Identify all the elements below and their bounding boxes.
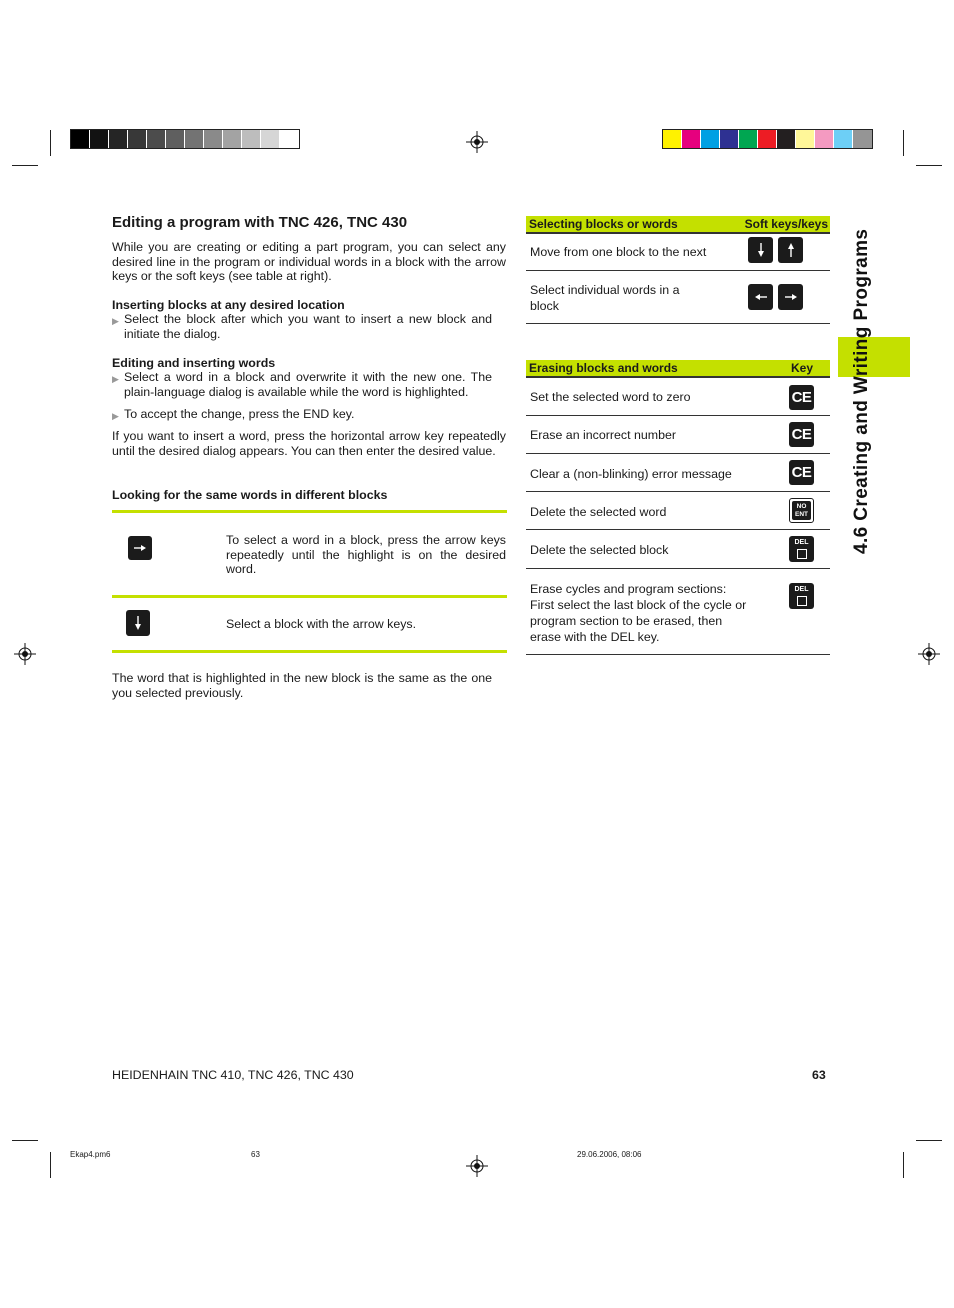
color-swatch bbox=[853, 130, 872, 148]
color-swatch bbox=[701, 130, 720, 148]
color-swatch bbox=[109, 130, 128, 148]
ce-key-icon: CE bbox=[789, 422, 814, 447]
erase-row-text: Erase cycles and program sections: First select the last block of the cycle or program section to be erased, then erase with the DEL key. bbox=[530, 582, 747, 644]
right-arrow-key-icon bbox=[778, 284, 803, 310]
page-number: 63 bbox=[812, 1068, 826, 1082]
color-swatch bbox=[242, 130, 261, 148]
up-arrow-key-icon bbox=[778, 237, 803, 263]
rule bbox=[526, 654, 830, 655]
erase-table-header: Erasing blocks and words Key bbox=[526, 360, 830, 376]
color-swatch bbox=[128, 130, 147, 148]
edit-bullet: ▶ To accept the change, press the END key. bbox=[112, 407, 492, 422]
insert-bullet: ▶ Select the block after which you want to insert a new block and initiate the dialog. bbox=[112, 312, 492, 341]
edit-heading: Editing and inserting words bbox=[112, 356, 276, 370]
del-key-icon: DEL bbox=[789, 583, 814, 609]
color-swatch bbox=[71, 130, 90, 148]
ce-key-icon: CE bbox=[789, 460, 814, 485]
rule bbox=[526, 453, 830, 454]
rule bbox=[526, 568, 830, 569]
intro-paragraph: While you are creating or editing a part program, you can select any desired line in the program or individual words in a block with the arrow keys or the soft keys (see table at right). bbox=[112, 240, 506, 284]
edit-bullet: ▶ Select a word in a block and overwrite it with the new one. The plain-language dialog is available while the word is highlighted. bbox=[112, 370, 492, 399]
process-color-bar bbox=[662, 129, 873, 149]
looking-row-text: To select a word in a block, press the arrow keys repeatedly until the highlight is on the desired word. bbox=[226, 533, 506, 577]
select-table-header: Selecting blocks or words Soft keys/keys bbox=[526, 216, 830, 232]
erase-row-text: Clear a (non-blinking) error message bbox=[530, 467, 732, 481]
rule bbox=[526, 491, 830, 492]
rule bbox=[526, 529, 830, 530]
bullet-triangle-icon: ▶ bbox=[112, 316, 119, 326]
color-swatch bbox=[147, 130, 166, 148]
slug-date: 29.06.2006, 08:06 bbox=[577, 1150, 642, 1159]
rule bbox=[526, 270, 830, 271]
erase-row-text: Delete the selected block bbox=[530, 543, 669, 557]
color-swatch bbox=[834, 130, 853, 148]
erase-row-text: Set the selected word to zero bbox=[530, 390, 691, 404]
color-swatch bbox=[223, 130, 242, 148]
color-swatch bbox=[204, 130, 223, 148]
right-arrow-key-icon bbox=[128, 536, 152, 560]
insert-word-paragraph: If you want to insert a word, press the horizontal arrow key repeatedly until the desired dialog appears. You can then enter the desired value. bbox=[112, 429, 506, 458]
color-swatch bbox=[166, 130, 185, 148]
erase-row-text: Delete the selected word bbox=[530, 505, 667, 519]
bullet-triangle-icon: ▶ bbox=[112, 411, 119, 421]
manual-title: HEIDENHAIN TNC 410, TNC 426, TNC 430 bbox=[112, 1068, 354, 1082]
rule bbox=[526, 415, 830, 416]
no-ent-key-icon: NO ENT bbox=[789, 498, 814, 523]
crop-mark bbox=[916, 1140, 942, 1141]
ce-key-icon: CE bbox=[789, 385, 814, 410]
rule bbox=[526, 323, 830, 324]
color-swatch bbox=[720, 130, 739, 148]
rule bbox=[526, 232, 830, 234]
down-arrow-key-icon bbox=[748, 237, 773, 263]
color-swatch bbox=[90, 130, 109, 148]
bullet-triangle-icon: ▶ bbox=[112, 374, 119, 384]
slug-file: Ekap4.pm6 bbox=[70, 1150, 111, 1159]
looking-row-text: Select a block with the arrow keys. bbox=[226, 617, 417, 631]
color-swatch bbox=[739, 130, 758, 148]
divider bbox=[112, 595, 507, 598]
registration-mark-icon bbox=[14, 643, 36, 665]
crop-mark bbox=[903, 130, 904, 156]
down-arrow-key-icon bbox=[126, 610, 150, 636]
color-swatch bbox=[261, 130, 280, 148]
erase-row-text: Erase an incorrect number bbox=[530, 428, 677, 442]
color-swatch bbox=[280, 130, 299, 148]
crop-mark bbox=[916, 165, 942, 166]
looking-heading: Looking for the same words in different blocks bbox=[112, 488, 388, 502]
divider bbox=[112, 510, 507, 513]
grayscale-bar bbox=[70, 129, 300, 149]
crop-mark bbox=[50, 1152, 51, 1178]
rule bbox=[526, 376, 830, 378]
color-swatch bbox=[758, 130, 777, 148]
color-swatch bbox=[796, 130, 815, 148]
left-arrow-key-icon bbox=[748, 284, 773, 310]
insert-heading: Inserting blocks at any desired location bbox=[112, 298, 345, 312]
color-swatch bbox=[185, 130, 204, 148]
crop-mark bbox=[12, 1140, 38, 1141]
color-swatch bbox=[815, 130, 834, 148]
crop-mark bbox=[903, 1152, 904, 1178]
crop-mark bbox=[50, 130, 51, 156]
registration-mark-icon bbox=[466, 131, 488, 153]
divider bbox=[112, 650, 507, 653]
chapter-title: 4.6 Creating and Writing Programs bbox=[851, 228, 872, 554]
section-title: Editing a program with TNC 426, TNC 430 bbox=[112, 214, 408, 231]
registration-mark-icon bbox=[918, 643, 940, 665]
color-swatch bbox=[777, 130, 796, 148]
color-swatch bbox=[663, 130, 682, 148]
registration-mark-icon bbox=[466, 1155, 488, 1177]
color-swatch bbox=[682, 130, 701, 148]
crop-mark bbox=[12, 165, 38, 166]
select-row-text: Move from one block to the next bbox=[530, 245, 707, 259]
closing-paragraph: The word that is highlighted in the new block is the same as the one you selected previously. bbox=[112, 671, 492, 700]
del-key-icon: DEL bbox=[789, 536, 814, 562]
select-row-text: Select individual words in a block bbox=[530, 283, 680, 313]
slug-page: 63 bbox=[251, 1150, 260, 1159]
